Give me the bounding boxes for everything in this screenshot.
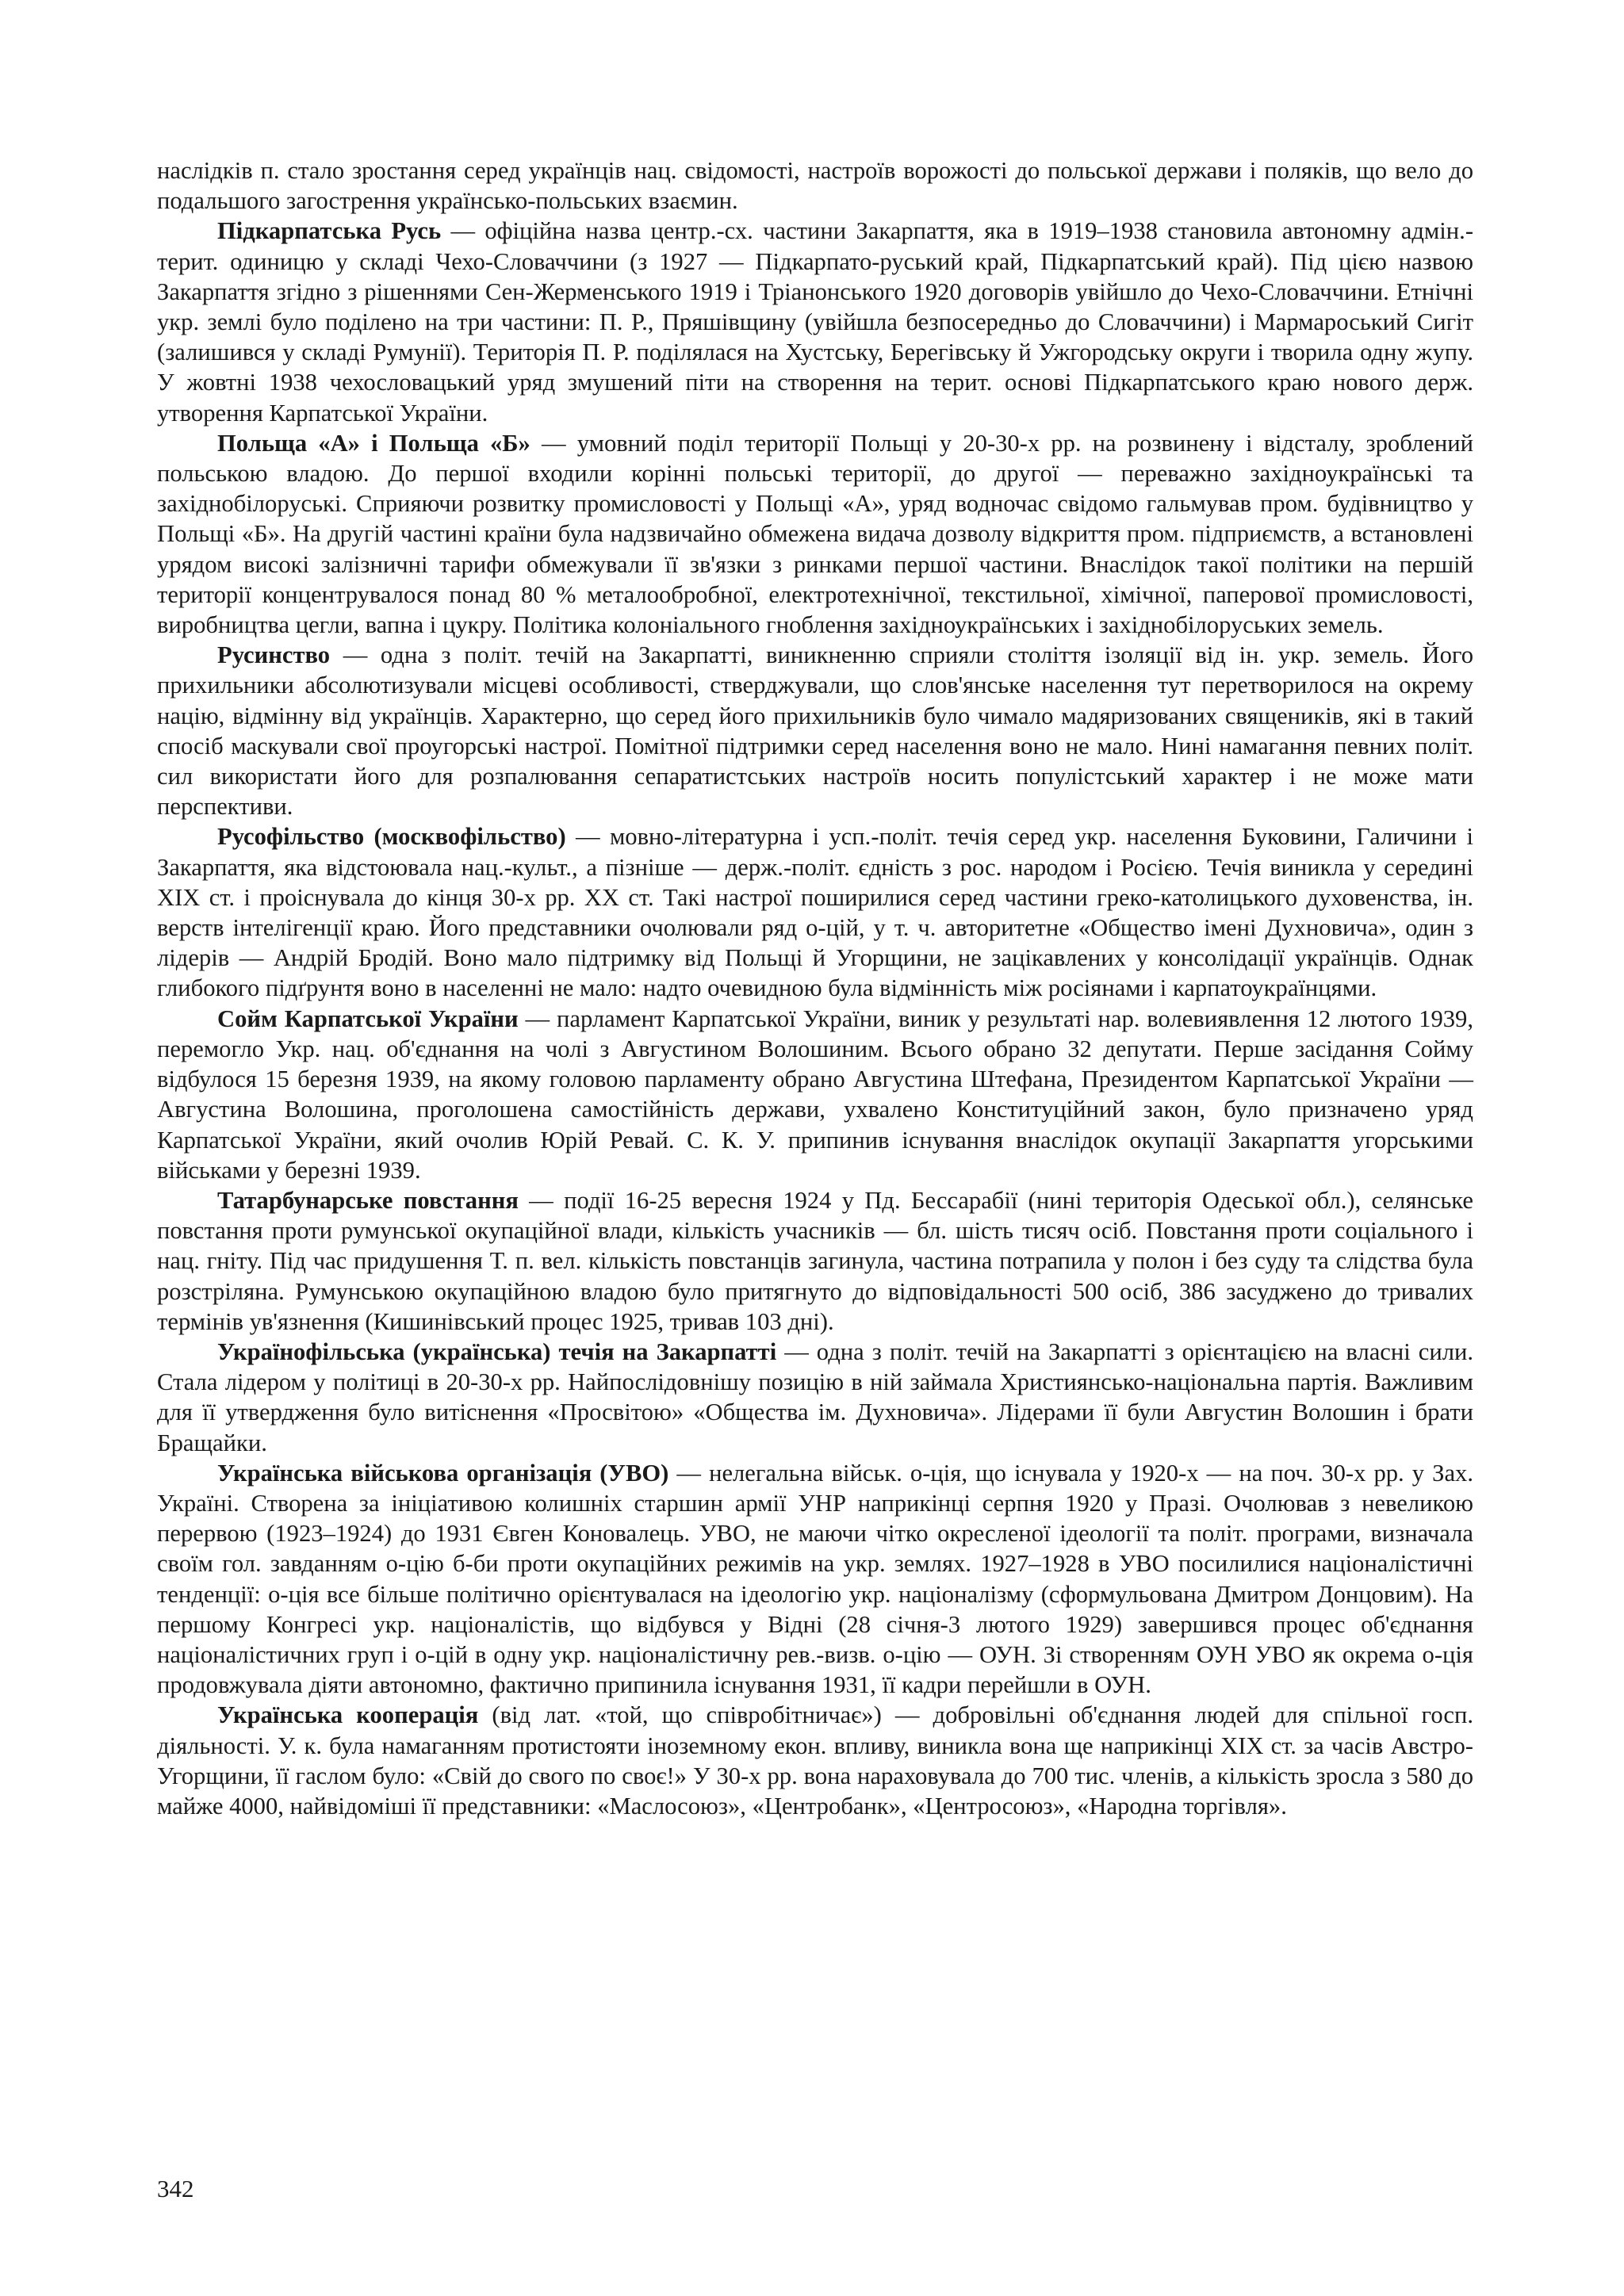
entry-text: — парламент Карпатської України, виник у результаті нар. волевиявлення 12 лютого 1939, перемогло Укр. нац. об'єднання на чолі з Августином Волошиним. Всього обрано 32 депутати. Перше засідання Сойму відбулося 15 березня 1939, на якому головою парламенту обрано Августина Штефана, Президентом Карпатської України — Августина Волошина, проголошена самостійність держави, ухвалено Конституційний закон, було призначено уряд Карпатської України, який очолив Юрій Ревай. С. К. У. припинив існування внаслідок окупації Закарпаття угорськими військами у березні 1939.	[157, 1004, 1473, 1184]
entry-term: Сойм Карпатської України	[217, 1004, 519, 1032]
page-number: 342	[157, 2175, 194, 2202]
entry-soim	[157, 1004, 1473, 1185]
entry-text: — одна з політ. течій на Закарпатті з орієнтацією на власні сили. Стала лідером у політиці в 20-30-х рр. Найпослідовнішу позицію в ній займала Християнсько-національна партія. Важливим для її утвердження було витіснення «Просвітою» «Общества ім. Духновича». Лідерами її були Августин Волошин і брати Бращайки.	[157, 1337, 1473, 1456]
entry-polshcha-a-b	[157, 428, 1473, 640]
entry-pidkarpatska-rus	[157, 216, 1473, 427]
entry-text: (від лат. «той, що співробітничає») — добровільні об'єднання людей для спільної госп. діяльності. У. к. була намаганням протистояти іноземному екон. впливу, виникла вона ще наприкінці XIX ст. за часів Австро-Угорщини, її гаслом було: «Свій до свого по своє!» У 30-х рр. вона нараховувала до 700 тис. членів, а кількість зросла з 580 до майже 4000, найвідоміші її представники: «Маслосоюз», «Центробанк», «Центросоюз», «Народна торгівля».	[157, 1701, 1473, 1820]
entry-term: Українська кооперація	[217, 1701, 479, 1729]
entry-term: Татарбунарське повстання	[217, 1186, 519, 1214]
entry-text: — нелегальна військ. о-ція, що існувала у 1920-х — на поч. 30-х рр. у Зах. Україні. Створена за ініціативою колишніх старшин армії УНР наприкінці серпня 1920 у Празі. Очолював з невеликою перервою (1923–1924) до 1931 Євген Коновалець. УВО, не маючи чітко окресленої ідеології та політ. програми, визначала своїм гол. завданням о-цію б-би проти окупаційних режимів на укр. землях. 1927–1928 в УВО посилилися націоналістичні тенденції: о-ція все більше політично орієнтувалася на ідеологію укр. націоналізму (сформульована Дмитром Донцовим). На першому Конгресі укр. націоналістів, що відбувся у Відні (28 січня-3 лютого 1929) завершився процес об'єднання націоналістичних груп і о-цій в одну укр. націоналістичну рев.-визв. о-цію — ОУН. Зі створенням ОУН УВО як окрема о-ція продовжувала діяти автономно, фактично припинила існування 1931, її кадри перейшли в ОУН.	[157, 1459, 1473, 1699]
entry-uvo	[157, 1458, 1473, 1701]
entry-kooperatsiia	[157, 1700, 1473, 1821]
entry-term: Підкарпатська Русь	[217, 217, 442, 245]
entry-term: Українська військова організація (УВО)	[217, 1459, 669, 1487]
entry-text: — офіційна назва центр.-сх. частини Закарпаття, яка в 1919–1938 становила автономну адмін.-терит. одиницю у складі Чехо-Словаччини (з 1927 — Підкарпато-руський край, Підкарпатський край). Під цією назвою Закарпаття згідно з рішеннями Сен-Жерменського 1919 і Тріанонського 1920 договорів увійшло до Чехо-Словаччини. Етнічні укр. землі було поділено на три частини: П. Р., Пряшівщину (увійшла безпосередньо до Словаччини) і Мармароський Сигіт (залишився у складі Румунії). Територія П. Р. поділялася на Хустську, Берегівську й Ужгородську округи і творила одну жупу. У жовтні 1938 чехословацький уряд змушений піти на створення на терит. основі Підкарпатського краю нового держ. утворення Карпатської України.	[157, 217, 1474, 427]
entry-tatarbunary	[157, 1185, 1473, 1337]
entry-rusynstvo	[157, 640, 1473, 821]
entry-text: — мовно-літературна і усп.-політ. течія серед укр. населення Буковини, Галичини і Закарпаття, яка відстоювала нац.-культ., а пізніше — держ.-політ. єдність з рос. народом і Росією. Течія виникла у середині XIX ст. і проіснувала до кінця 30-х рр. XX ст. Такі настрої поширилися серед частини греко-католицького духовенства, ін. верств інтелігенції краю. Його представники очолювали ряд о-цій, у т. ч. авторитетне «Общество імені Духновича», один з лідерів — Андрій Бродій. Воно мало підтримку від Польщі й Угорщини, не зацікавлених у консолідації українців. Однак глибокого підґрунтя воно в населенні не мало: надто очевидною була відмінність між росіянами і карпатоукраїнцями.	[157, 823, 1473, 1002]
intro-paragraph: наслідків п. стало зростання серед українців нац. свідомості, настроїв ворожості до польської держави і поляків, що вело до подальшого загострення українсько-польських взаємин.	[157, 157, 1473, 215]
page-body	[157, 155, 1473, 1821]
entry-term: Русофільство (москвофільство)	[217, 823, 566, 851]
entry-text: — умовний поділ території Польщі у 20-30-х рр. на розвинену і відсталу, зроблений польською владою. До першої входили корінні польські території, до другої — переважно західноукраїнські та західнобілоруські. Сприяючи розвитку промисловості у Польщі «А», уряд водночас свідомо гальмував пром. будівництво у Польщі «Б». На другій частині країни була надзвичайно обмежена видача дозволу відкриття пром. підприємств, а встановлені урядом високі залізничні тарифи обмежували її зв'язки з ринками першої частини. Внаслідок такої політики на першій території концентрувалося понад 80 % металообробної, електротехнічної, текстильної, хімічної, паперової промисловості, виробництва цегли, вапна і цукру. Політика колоніального гноблення західноукраїнських і західнобілоруських земель.	[157, 429, 1474, 639]
entry-rusofilstvo	[157, 821, 1473, 1003]
entry-ukrainofilska-techiia	[157, 1337, 1473, 1458]
entry-text: — події 16-25 вересня 1924 у Пд. Бессарабії (нині територія Одеської обл.), селянське повстання проти румунської окупаційної влади, кількість учасників — бл. шість тисяч осіб. Повстання проти соціального і нац. гніту. Під час придушення Т. п. вел. кількість повстанців загинула, частина потрапила у полон і без суду та слідства була розстріляна. Румунською окупаційною владою було притягнуто до відповідальності 500 осіб, 386 засуджено до тривалих термінів ув'язнення (Кишинівський процес 1925, тривав 103 дні).	[157, 1186, 1473, 1335]
entry-term: Польща «А» і Польща «Б»	[217, 429, 530, 457]
entry-term: Українофільська (українська) течія на Закарпатті	[217, 1337, 777, 1365]
entry-term: Русинство	[217, 641, 331, 669]
entry-text: — одна з політ. течій на Закарпатті, виникненню сприяли століття ізоляції від ін. укр. земель. Його прихильники абсолютизували місцеві особливості, стверджували, що слов'янське населення тут перетворилося на окрему націю, відмінну від українців. Характерно, що серед його прихильників було чимало мадяризованих священиків, які в такий спосіб маскували свої проугорські настрої. Помітної підтримки серед населення воно не мало. Нині намагання певних політ. сил використати його для розпалювання сепаратистських настроїв носить популістський характер і не може мати перспективи.	[157, 641, 1473, 821]
